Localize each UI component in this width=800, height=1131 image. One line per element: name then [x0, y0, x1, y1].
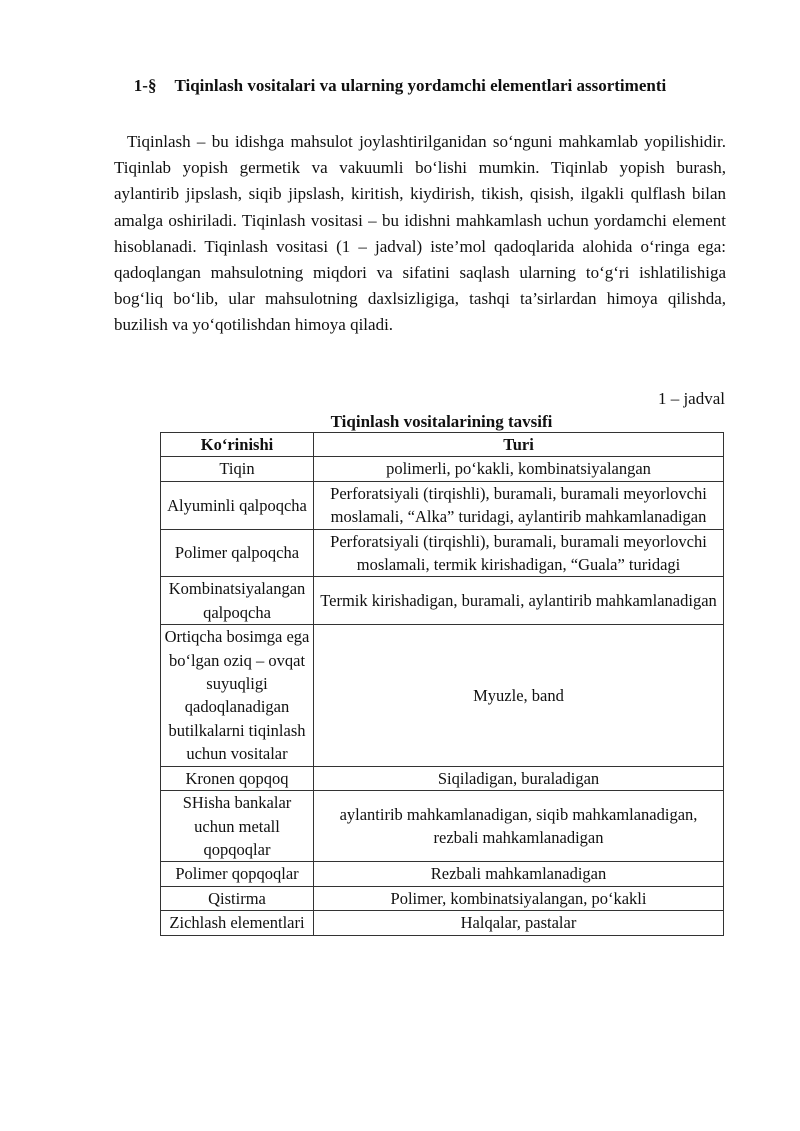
- table-title: Tiqinlash vositalarining tavsifi: [330, 412, 553, 431]
- row-name-cell: Polimer qalpoqcha: [161, 529, 314, 577]
- row-kind-cell: Perforatsiyali (tirqishli), buramali, buramali meyorlovchi moslamali, termik kirishadigan, “Guala” turidagi: [314, 529, 724, 577]
- row-kind-cell: Rezbali mahkamlanadigan: [314, 862, 724, 886]
- header-type-view: Ko‘rinishi: [161, 433, 314, 457]
- section-heading: [0, 75, 800, 97]
- section-number: 1-§: [133, 76, 157, 95]
- table-row: [161, 481, 724, 529]
- row-name-cell: Zichlash elementlari: [161, 911, 314, 935]
- closures-table: [160, 432, 724, 936]
- body-paragraph: Tiqinlash – bu idishga mahsulot joylashtirilganidan so‘nguni mahkamlab yopilishidir. Tiqinlab yopish germetik va vakuumli bo‘lishi mumkin. Tiqinlab yopish burash, aylantirib jipslash, siqib jipslash, kiritish, kiydirish, tikish, qisish, ilgakli qulflash bilan amalga oshiriladi. Tiqinlash vositasi – bu idishni mahkamlash uchun yordamchi element hisoblanadi. Tiqinlash vositasi (1 – jadval) iste’mol qadoqlarida alohida o‘ringa ega: qadoqlangan mahsulotning miqdori va sifatini saqlash ularning to‘g‘ri ishlatilishiga bog‘liq bo‘lib, ular mahsulotning daxlsizligiga, tashqi ta’sirlardan himoya qilishda, buzilish va yo‘qotilishdan himoya qiladi.: [114, 132, 726, 335]
- row-name-cell: Kronen qopqoq: [161, 766, 314, 790]
- table-header-row: [161, 433, 724, 457]
- row-kind-cell: Polimer, kombinatsiyalangan, po‘kakli: [314, 886, 724, 910]
- table-row: [161, 577, 724, 625]
- row-name-cell: SHisha bankalar uchun metall qopqoqlar: [161, 791, 314, 862]
- row-kind-cell: Halqalar, pastalar: [314, 911, 724, 935]
- row-name-cell: Ortiqcha bosimga ega bo‘lgan oziq – ovqat suyuqligi qadoqlanadigan butilkalarni tiqinlash uchun vositalar: [161, 625, 314, 766]
- row-kind-cell: Siqiladigan, buraladigan: [314, 766, 724, 790]
- section-title: Tiqinlash vositalari va ularning yordamchi elementlari assortimenti: [174, 76, 667, 95]
- table-row: [161, 791, 724, 862]
- table-row: [161, 529, 724, 577]
- row-kind-cell: Termik kirishadigan, buramali, aylantirib mahkamlanadigan: [314, 577, 724, 625]
- row-name-cell: Tiqin: [161, 457, 314, 481]
- row-name-cell: Polimer qopqoqlar: [161, 862, 314, 886]
- table-row: [161, 766, 724, 790]
- row-name-cell: Kombinatsiyalangan qalpoqcha: [161, 577, 314, 625]
- table-row: [161, 911, 724, 935]
- row-kind-cell: Perforatsiyali (tirqishli), buramali, buramali meyorlovchi moslamali, “Alka” turidagi, aylantirib mahkamlanadigan: [314, 481, 724, 529]
- row-name-cell: Alyuminli qalpoqcha: [161, 481, 314, 529]
- table-row: [161, 625, 724, 766]
- row-kind-cell: aylantirib mahkamlanadigan, siqib mahkamlanadigan, rezbali mahkamlanadigan: [314, 791, 724, 862]
- row-name-cell: Qistirma: [161, 886, 314, 910]
- table-row: [161, 886, 724, 910]
- table-row: [161, 862, 724, 886]
- row-kind-cell: polimerli, po‘kakli, kombinatsiyalangan: [314, 457, 724, 481]
- header-kind: Turi: [314, 433, 724, 457]
- row-kind-cell: Myuzle, band: [314, 625, 724, 766]
- table-reference-label: 1 – jadval: [657, 389, 725, 408]
- table-row: [161, 457, 724, 481]
